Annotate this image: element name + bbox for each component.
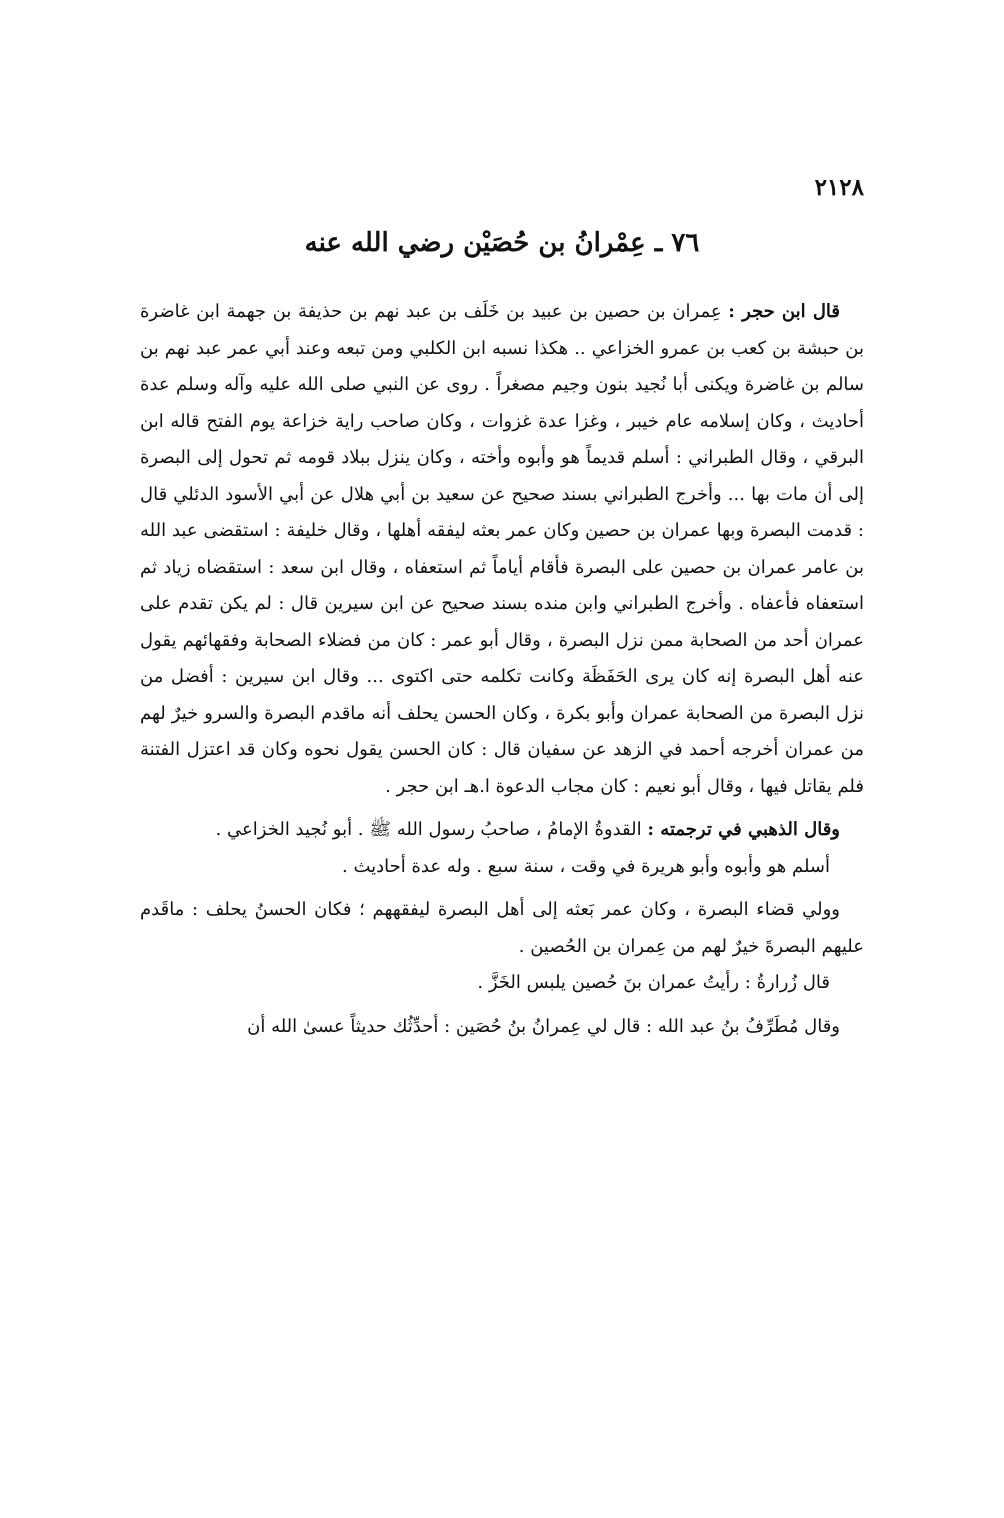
dhahabi-paragraph (140, 812, 864, 849)
dhahabi-text: القدوةُ الإمامُ ، صاحبُ رسول الله ﷺ . أبو نُجيد الخزاعي . (215, 819, 642, 840)
ibn-hajar-paragraph (140, 294, 864, 805)
ibn-hajar-lead: قال ابن حجر : (728, 301, 840, 322)
page-body (140, 294, 864, 1045)
islam-paragraph: أسلم هو وأبوه وأبو هريرة في وقت ، سنة سبع . وله عدة أحاديث . (342, 855, 830, 877)
zurara-paragraph: قال زُرارةُ : رأيتُ عمران بنَ حُصين يلبس الخَزَّ . (477, 972, 830, 993)
chapter-title: ٧٦ ـ عِمْرانُ بن حُصَيْن رضي الله عنه (304, 228, 700, 258)
dhahabi-lead: وقال الذهبي في ترجمته : (647, 819, 840, 840)
ibn-hajar-text: عِمران بن حصين بن عبيد بن خَلَف بن عبد نهم بن حذيفة بن جهمة ابن غاضرة بن حبشة بن كعب بن عمرو الخزاعي .. هكذا نسبه ابن الكلبي ومن تبعه وعند أبي عمر عبد نهم بن سالم بن غاضرة ويكنى أبا نُجيد بنون وجيم مصغراً . روى عن النبي صلى الله عليه وآله وسلم عدة أحاديث ، وكان إسلامه عام خيبر ، وغزا عدة غزوات ، وكان صاحب راية خزاعة يوم الفتح قاله ابن البرقي ، وقال الطبراني : أسلم قديماً هو وأبوه وأخته ، وكان ينزل ببلاد قومه ثم تحول إلى البصرة إلى أن مات بها ... وأخرج الطبراني بسند صحيح عن سعيد بن أبي هلال عن أبي الأسود الدئلي قال : قدمت البصرة وبها عمران بن حصين وكان عمر بعثه ليفقه أهلها ، وقال خليفة : استقضى عبد الله بن عامر عمران بن حصين على البصرة فأقام أياماً ثم استعفاه ، وقال ابن سعد : استقضاه زياد ثم استعفاه فأعفاه . وأخرج الطبراني وابن منده بسند صحيح عن ابن سيرين قال : لم يكن تقدم على عمران أحد من الصحابة ممن نزل البصرة ، وقال أبو عمر : كان من فضلاء الصحابة وفقهائهم يقول عنه أهل البصرة إنه كان يرى الحَفَظَة وكانت تكلمه حتى اكتوى ... وقال ابن سيرين : أفضل من نزل البصرة من الصحابة عمران وأبو بكرة ، وكان الحسن يحلف أنه ماقدم البصرة والسرو خيرٌ لهم من عمران أخرجه أحمد في الزهد عن سفيان قال : كان الحسن يقول نحوه وكان قد اعتزل الفتنة فلم يقاتل فيها ، وقال أبو نعيم : كان مجاب الدعوة ا.هـ ابن حجر . (140, 301, 864, 797)
page-number: ٢١٢٨ (814, 174, 864, 201)
mutarrif-paragraph: وقال مُطَرِّفُ بنُ عبد الله : قال لي عِمرانُ بنُ حُصَين : أحدِّثُك حديثاً عسىٰ الله أن (247, 1015, 840, 1037)
qada-paragraph: وولي قضاء البصرة ، وكان عمر بَعثه إلى أهل البصرة ليفقههم ؛ فكان الحسنُ يحلف : ماقَدم عليهم البصرةَ خيرٌ لهم من عِمران بن الحُصين . (140, 899, 864, 957)
